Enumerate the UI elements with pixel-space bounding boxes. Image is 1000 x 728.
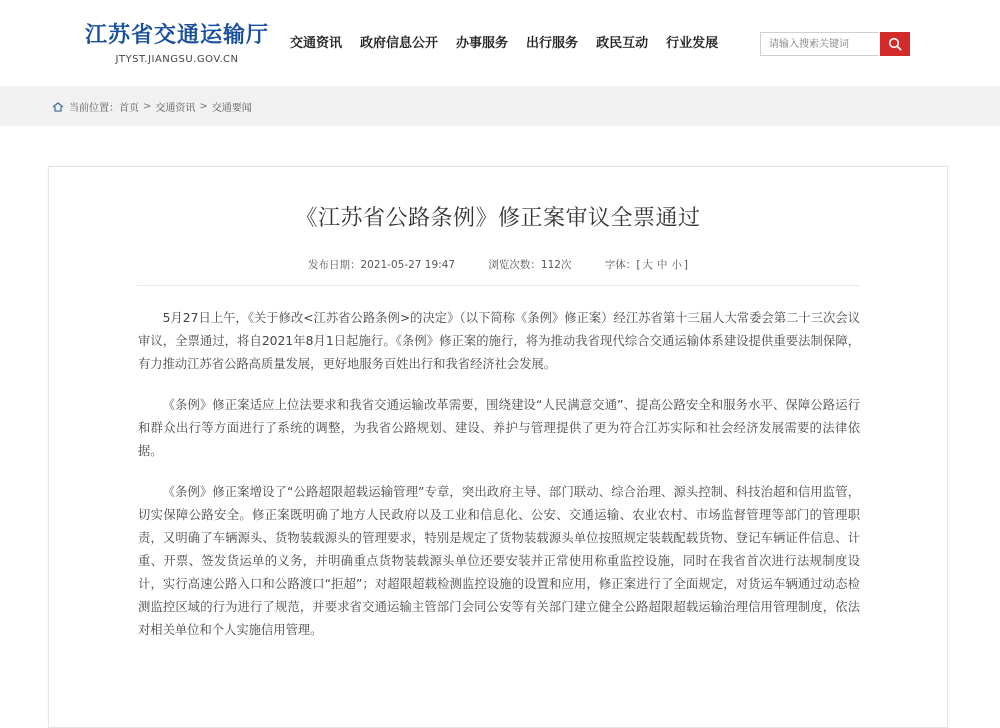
breadcrumb-home[interactable]: 首页 <box>119 103 139 114</box>
article-meta <box>49 257 947 272</box>
site-domain: JTYST.JIANGSU.GOV.CN <box>115 54 239 65</box>
article-paragraph: 《条例》修正案适应上位法要求和我省交通运输改革需要，围绕建设“人民满意交通”、提高公路安全和服务水平、保障公路运行和群众出行等方面进行了系统的调整，为我省公路规划、建设、养护与管理提供了更为符合江苏实际和社会经济发展需要的法律依据。 <box>138 398 860 458</box>
breadcrumb-bar <box>0 86 1000 126</box>
breadcrumb-separator: > <box>143 101 152 112</box>
views-info <box>488 259 571 271</box>
home-icon <box>52 102 64 112</box>
article-paragraph: 《条例》修正案增设了“公路超限超载运输管理”专章，突出政府主导、部门联动、综合治理、源头控制、科技治超和信用监管，切实保障公路安全。修正案既明确了地方人民政府以及工业和信息化、公安、交通运输、农业农村、市场监督管理等部门的管理职责，又明确了车辆源头、货物装载源头的管理要求，特别是规定了货物装载源头单位按照规定装载配载货物、登记车辆证件信息、计重、开票、签发货运单的义务，并明确重点货物装载源头单位还要安装并正常使用称重监控设施，同时在我省首次进行法规制度设计，实行高速公路入口和公路渡口“拒超”；对超限超载检测监控设施的设置和应用，修正案进行了全面规定，对货运车辆通过动态检测监控区域的行为进行了规范，并要求省交通运输主管部门会同公安等有关部门建立健全公路超限超载运输治理信用管理制度，依法对相关单位和个人实施信用管理。 <box>138 485 860 637</box>
publish-label: 发布日期： <box>307 259 361 271</box>
article-body <box>138 307 860 660</box>
nav-item-interaction[interactable]: 政民互动 <box>596 36 649 51</box>
article-paragraph: 5月27日上午，《关于修改<江苏省公路条例>的决定》（以下简称《条例》修正案）经江苏省第十三届人大常委会第二十三次会议审议，全票通过，将自2021年8月1日起施行。《条例》修正案的施行，将为推动我省现代综合交通运输体系建设提供重要法制保障，有力推动江苏省公路高质量发展，更好地服务百姓出行和我省经济社会发展。 <box>138 311 860 371</box>
views-count: 112次 <box>540 259 572 271</box>
breadcrumb <box>52 99 252 114</box>
search-input[interactable] <box>760 32 879 56</box>
nav-item-industry[interactable]: 行业发展 <box>666 36 719 51</box>
site-header <box>0 0 1000 86</box>
nav-item-services[interactable]: 办事服务 <box>456 36 509 51</box>
nav-item-travel[interactable]: 出行服务 <box>526 36 579 51</box>
breadcrumb-label: 当前位置： <box>69 103 119 114</box>
views-label: 浏览次数： <box>488 259 541 271</box>
main-nav <box>290 34 736 54</box>
font-size-medium[interactable]: 中 <box>656 259 668 271</box>
article-card <box>48 166 948 728</box>
search-box <box>760 32 910 56</box>
article-title: 《江苏省公路条例》修正案审议全票通过 <box>295 206 701 231</box>
font-size-small[interactable]: 小 <box>671 259 682 271</box>
breadcrumb-headlines[interactable]: 交通要闻 <box>211 103 252 114</box>
site-logo[interactable] <box>82 22 272 65</box>
publish-date: 2021-05-27 19:47 <box>360 259 456 271</box>
font-size-open: [ <box>636 259 641 271</box>
font-size-close: ] <box>683 259 689 271</box>
font-size-control <box>605 259 688 271</box>
site-title: 江苏省交通运输厅 <box>84 23 269 48</box>
breadcrumb-separator: > <box>199 101 208 112</box>
nav-item-gov-info[interactable]: 政府信息公开 <box>360 36 439 51</box>
search-icon <box>888 37 902 51</box>
title-divider <box>137 285 859 286</box>
nav-item-news[interactable]: 交通资讯 <box>290 36 343 51</box>
font-size-large[interactable]: 大 <box>642 259 653 271</box>
breadcrumb-news[interactable]: 交通资讯 <box>155 103 196 114</box>
font-size-label: 字体： <box>604 259 637 271</box>
publish-info <box>308 259 455 271</box>
search-button[interactable] <box>880 32 910 56</box>
